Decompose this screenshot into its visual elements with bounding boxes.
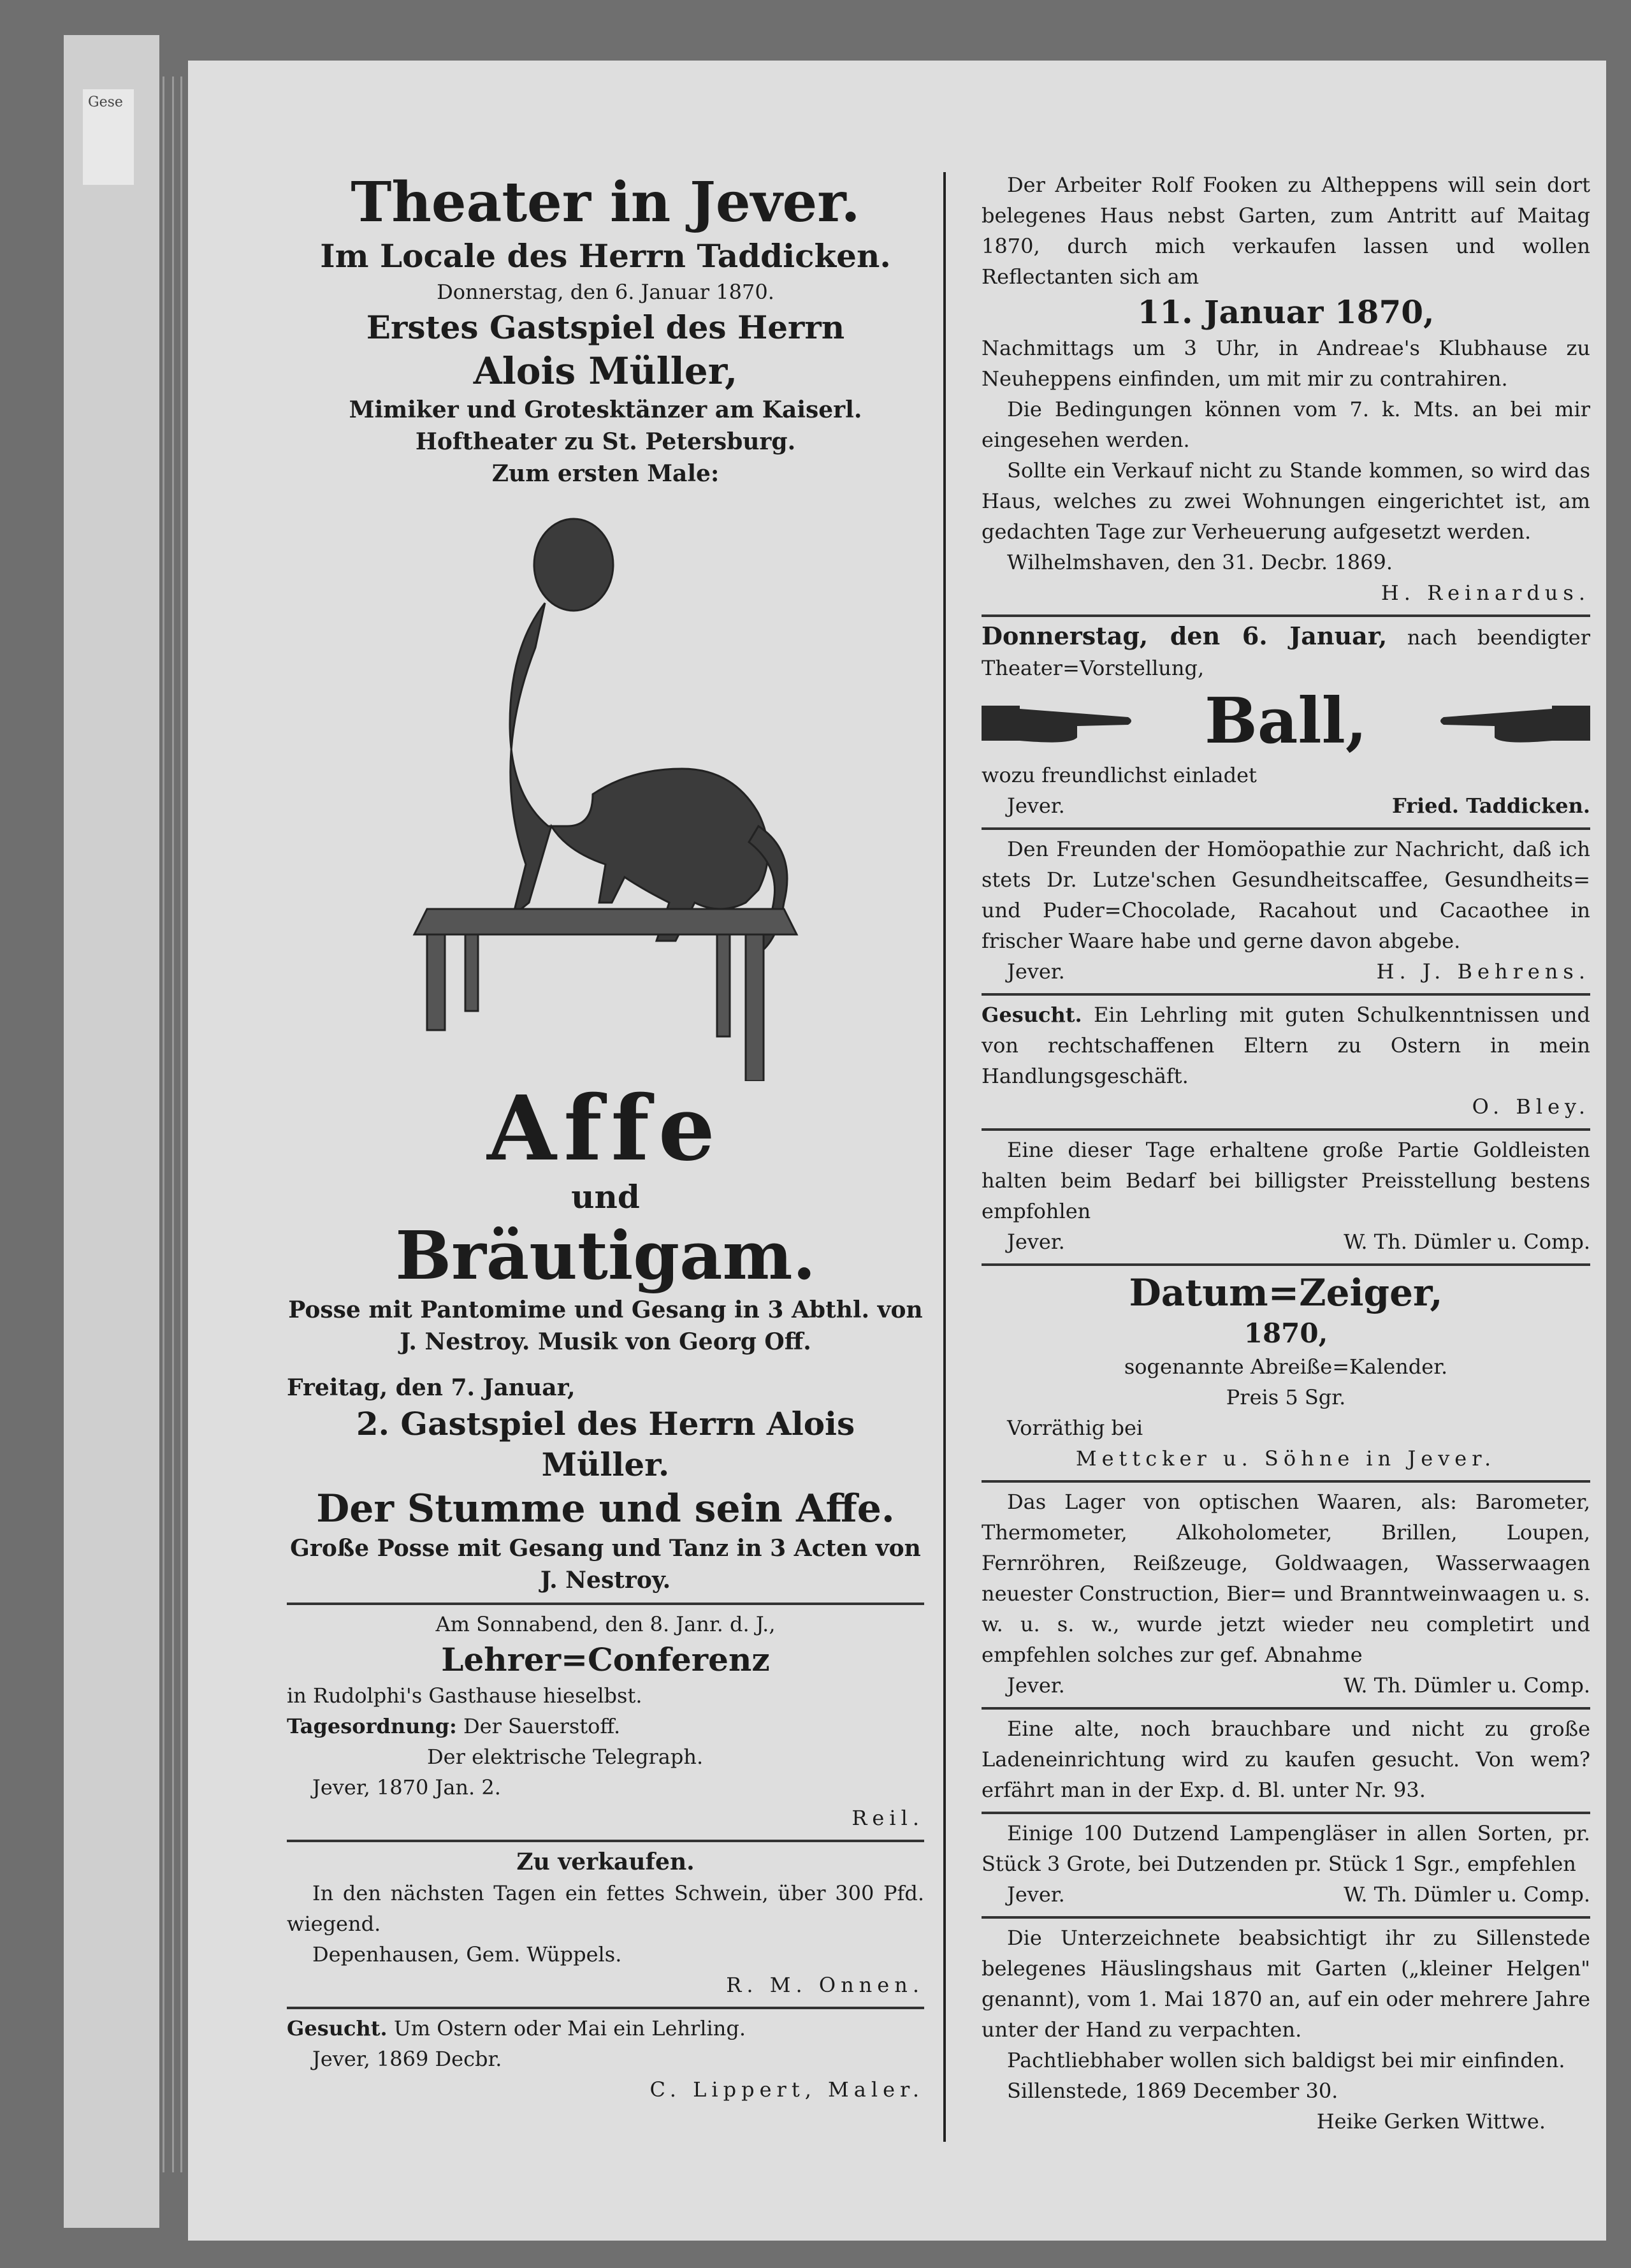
page-edge xyxy=(163,76,164,2172)
conference-title: Lehrer=Conferenz xyxy=(441,1641,770,1678)
sale-text: In den nächsten Tagen ein fettes Schwein, über 300 Pfd. wiegend. xyxy=(287,1881,924,1936)
goldleisten-ad xyxy=(982,1128,1590,1263)
conference-date: Am Sonnabend, den 8. Janr. d. J., xyxy=(435,1612,776,1636)
theater-ad xyxy=(287,166,924,1603)
lamp-glass-text: Einige 100 Dutzend Lampengläser in allen Sorten, pr. Stück 3 Grote, bei Dutzenden pr. Stück 1 Sgr., empfehlen xyxy=(982,1821,1590,1876)
apprentice-signature: C. Lippert, Maler. xyxy=(649,2077,924,2102)
calendar-price: Preis 5 Sgr. xyxy=(1226,1385,1346,1409)
calendar-stock: Vorräthig bei xyxy=(1007,1416,1143,1440)
conference-agenda-label: Tagesordnung: xyxy=(287,1714,457,1738)
apprentice-dateline: Jever, 1869 Decbr. xyxy=(312,2047,502,2071)
shop-apprentice-text: Ein Lehrling mit guten Schulkenntnissen und von rechtschaffenen Eltern zu Ostern in mein Handlungsgeschäft. xyxy=(982,1003,1591,1088)
homeopathy-ad xyxy=(982,827,1590,993)
house-sale-text: Der Arbeiter Rolf Fooken zu Altheppens will sein dort belegenes Haus nebst Garten, zum Antritt auf Maitag 1870, durch mich verkaufen lassen und wollen Reflectanten sich am xyxy=(982,173,1590,289)
lease-ad xyxy=(982,1916,1590,2143)
play-title-2: Bräutigam. xyxy=(395,1216,816,1295)
calendar-title: Datum=Zeiger, xyxy=(1129,1271,1443,1314)
optics-signature: W. Th. Dümler u. Comp. xyxy=(1344,1673,1590,1697)
friday-guest: 2. Gastspiel des Herrn Alois Müller. xyxy=(356,1405,855,1483)
shop-apprentice-ad xyxy=(982,993,1590,1128)
ball-title: Ball, xyxy=(1205,685,1367,758)
page-edge xyxy=(180,76,182,2172)
back-sheet xyxy=(64,35,159,2228)
sale-signature: R. M. Onnen. xyxy=(726,1973,924,1997)
house-sale-text4: Sollte ein Verkauf nicht zu Stande kommen, so wird das Haus, welches zu zwei Wohnungen eingerichtet ist, am gedachten Tage zur Verheuerung aufgesetzt werden. xyxy=(982,458,1590,544)
friday-date: Freitag, den 7. Januar, xyxy=(287,1374,576,1401)
sale-title: Zu verkaufen. xyxy=(516,1849,695,1875)
shop-fittings-text: Eine alte, noch brauchbare und nicht zu große Ladeneinrichtung wird zu kaufen gesucht. Von wem? erfährt man in der Exp. d. Bl. unter Nr. 93. xyxy=(982,1717,1590,1802)
monkey-woodcut-illustration xyxy=(402,495,809,1081)
homeopathy-place: Jever. xyxy=(1007,959,1065,984)
calendar-subtitle: sogenannte Abreiße=Kalender. xyxy=(1124,1355,1448,1379)
theater-role-line1: Mimiker und Grotesktänzer am Kaiserl. xyxy=(349,396,862,423)
theater-role-line2: Hoftheater zu St. Petersburg. xyxy=(415,428,796,455)
conference-agenda-item: Der Sauerstoff. xyxy=(463,1714,621,1738)
theater-date: Donnerstag, den 6. Januar 1870. xyxy=(437,280,774,304)
play-title-1: Affe xyxy=(487,1077,724,1181)
conference-ad xyxy=(287,1603,924,1840)
ball-place: Jever. xyxy=(1007,794,1065,818)
goldleisten-signature: W. Th. Dümler u. Comp. xyxy=(1344,1230,1590,1254)
play-description: Posse mit Pantomime und Gesang in 3 Abthl. von xyxy=(288,1297,923,1323)
goldleisten-place: Jever. xyxy=(1007,1230,1065,1254)
conference-dateline: Jever, 1870 Jan. 2. xyxy=(312,1775,501,1799)
theater-title: Theater in Jever. xyxy=(351,170,860,235)
lamp-glass-ad xyxy=(982,1812,1590,1916)
ball-date-rest: nach beendigter Theater=Vorstellung, xyxy=(982,625,1590,680)
ball-signature: Fried. Taddicken. xyxy=(1392,794,1590,818)
theater-first-time: Zum ersten Male: xyxy=(491,460,720,487)
optics-place: Jever. xyxy=(1007,1673,1065,1697)
house-sale-ad xyxy=(982,166,1590,614)
friday-description: Große Posse mit Gesang und Tanz in 3 Acten von xyxy=(290,1535,921,1562)
house-sale-text3: Die Bedingungen können vom 7. k. Mts. an bei mir eingesehen werden. xyxy=(982,397,1590,452)
calendar-signature: Mettcker u. Söhne in Jever. xyxy=(1075,1446,1497,1471)
friday-play: Der Stumme und sein Affe. xyxy=(316,1487,895,1531)
lamp-glass-place: Jever. xyxy=(1007,1882,1065,1907)
house-sale-signature: H. Reinardus. xyxy=(1381,581,1590,605)
pig-sale-ad xyxy=(287,1840,924,2007)
margin-label: Gese xyxy=(88,94,123,110)
conference-signature: Reil. xyxy=(852,1806,924,1830)
calendar-year: 1870, xyxy=(1243,1318,1328,1349)
pointing-hand-left-icon xyxy=(1437,693,1590,750)
lease-dateline: Sillenstede, 1869 December 30. xyxy=(1007,2079,1338,2103)
lease-signature: Heike Gerken Wittwe. xyxy=(1316,2109,1546,2134)
ball-ad xyxy=(982,614,1590,827)
lease-text2: Pachtliebhaber wollen sich baldigst bei mir einfinden. xyxy=(1007,2048,1565,2072)
right-column xyxy=(982,166,1590,2143)
play-credit: J. Nestroy. Musik von Georg Off. xyxy=(400,1328,811,1355)
lease-text: Die Unterzeichnete beabsichtigt ihr zu Sillenstede belegenes Häuslingshaus mit Garten („kleiner Helgen" genannt), vom 1. Mai 1870 an, auf ein oder mehrere Jahre unter der Hand zu verpachten. xyxy=(982,1926,1590,2042)
apprentice-ad xyxy=(287,2007,924,2111)
conference-agenda-item: Der elektrische Telegraph. xyxy=(427,1745,704,1769)
friday-author: J. Nestroy. xyxy=(540,1567,671,1594)
ball-invite: wozu freundlichst einladet xyxy=(982,763,1257,787)
calendar-ad xyxy=(982,1263,1590,1480)
play-and: und xyxy=(571,1178,640,1216)
lamp-glass-signature: W. Th. Dümler u. Comp. xyxy=(1344,1882,1590,1907)
apprentice-lead: Gesucht. xyxy=(287,2016,388,2040)
house-sale-dateline: Wilhelmshaven, den 31. Decbr. 1869. xyxy=(1007,550,1393,574)
shop-apprentice-lead: Gesucht. xyxy=(982,1003,1082,1027)
apprentice-text: Um Ostern oder Mai ein Lehrling. xyxy=(393,2016,746,2040)
homeopathy-text: Den Freunden der Homöopathie zur Nachricht, daß ich stets Dr. Lutze'schen Gesundheitscaffee, Gesundheits= und Puder=Chocolade, Racahout und Cacaothee in frischer Waare habe und gerne davon abgebe. xyxy=(982,837,1590,953)
ball-title-row xyxy=(982,683,1590,760)
page-edge xyxy=(172,76,174,2172)
left-column xyxy=(287,166,924,2111)
house-sale-text2: Nachmittags um 3 Uhr, in Andreae's Klubhause zu Neuheppens einfinden, um mit mir zu contrahiren. xyxy=(982,336,1590,391)
ball-date: Donnerstag, den 6. Januar, xyxy=(982,622,1388,650)
optics-text: Das Lager von optischen Waaren, als: Barometer, Thermometer, Alkoholometer, Brillen, Loupen, Fernröhren, Reißzeuge, Goldwaagen, Wasserwaagen neuester Construction, Bier= und Branntweinwaagen u. s. w. u. s. w., wurde jetzt wieder neu completirt und empfehlen solches zur gef. Abnahme xyxy=(982,1490,1590,1667)
theater-venue: Im Locale des Herrn Taddicken. xyxy=(320,237,891,275)
house-sale-date: 11. Januar 1870, xyxy=(1137,293,1435,331)
conference-place: in Rudolphi's Gasthause hieselbst. xyxy=(287,1683,642,1708)
column-divider xyxy=(943,172,946,2142)
homeopathy-signature: H. J. Behrens. xyxy=(1376,959,1590,984)
margin-label-strip xyxy=(83,89,134,185)
theater-guest-line: Erstes Gastspiel des Herrn xyxy=(366,309,845,346)
newspaper-page xyxy=(188,61,1606,2241)
shop-fittings-ad xyxy=(982,1707,1590,1812)
optics-ad xyxy=(982,1480,1590,1707)
pointing-hand-right-icon xyxy=(982,693,1134,750)
shop-apprentice-signature: O. Bley. xyxy=(1472,1094,1590,1119)
goldleisten-text: Eine dieser Tage erhaltene große Partie Goldleisten halten beim Bedarf bei billigster Preisstellung bestens empfohlen xyxy=(982,1138,1590,1223)
sale-place: Depenhausen, Gem. Wüppels. xyxy=(312,1942,622,1966)
theater-performer: Alois Müller, xyxy=(473,349,738,393)
